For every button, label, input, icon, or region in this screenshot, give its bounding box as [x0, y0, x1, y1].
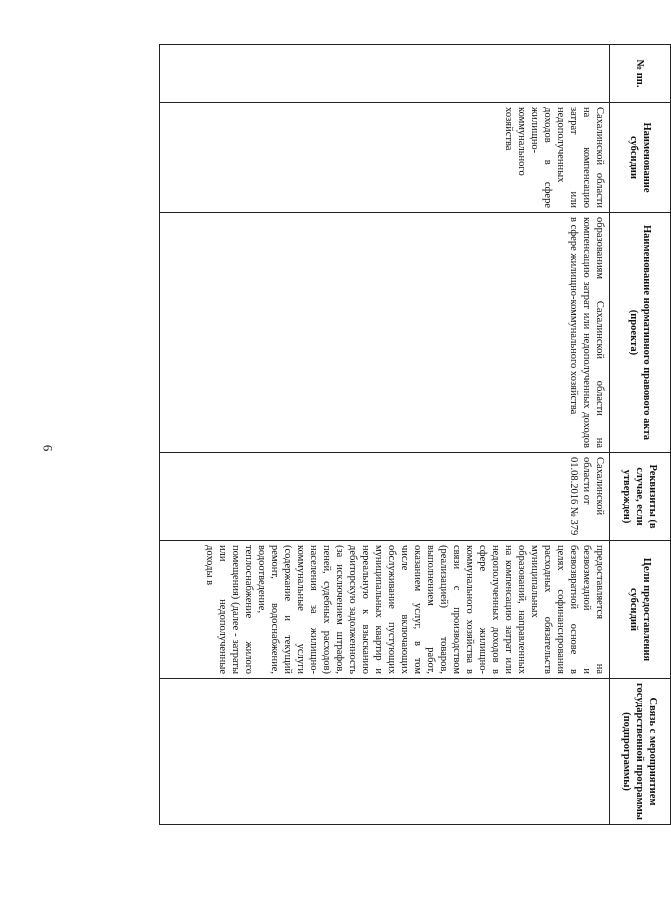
header-goals: Цели предоставления субсидий [610, 541, 671, 679]
header-number: № пп. [610, 45, 671, 103]
table-header-row [610, 45, 671, 825]
header-requisites: Реквизиты (в случае, если утвержден) [610, 453, 671, 541]
cell-goals: предоставляется на безвозмездной и безвозвратной основе в целях софинансирования расходных обязательств муниципальных образований, направленных на компенсацию затрат или недополученных доходов в сфере жилищно-коммунального хозяйства в связи с производством (реализацией) товаров, выполнением работ, оказанием услуг, в том числе включающих обслуживание пустующих муниципальных квартир и нереальную к взысканию дебиторскую задолженность (за исключением штрафов, пеней, судебных расходов) населения за жилищно-коммунальные услуги (содержание и текущий ремонт, водоснабжение, водоотведение, теплоснабжение жилого помещения) (далее - затраты или недополученные доходы в [160, 541, 610, 679]
header-act-name: Наименование нормативного правового акта (проекта) [610, 213, 671, 453]
subsidy-table [159, 44, 671, 825]
header-subsidy-name: Наименование субсидии [610, 103, 671, 213]
rotated-table-container [159, 44, 671, 824]
cell-number [160, 45, 610, 103]
page-number: 6 [40, 444, 56, 452]
cell-requisites: Сахалинской области от 01.08.2016 № 379 [160, 453, 610, 541]
header-program-link: Связь с мероприятием государственной программы (подпрограммы) [610, 679, 671, 825]
table-row [160, 45, 610, 825]
cell-program-link [160, 679, 610, 825]
cell-act-name: образованиям Сахалинской области на компенсацию затрат или недополученных доходов в сфере жилищно-коммунального хозяйства [160, 213, 610, 453]
cell-subsidy-name: Сахалинской области на компенсацию затрат или недополученных доходов в сфере жилищно-коммунального хозяйства [160, 103, 610, 213]
